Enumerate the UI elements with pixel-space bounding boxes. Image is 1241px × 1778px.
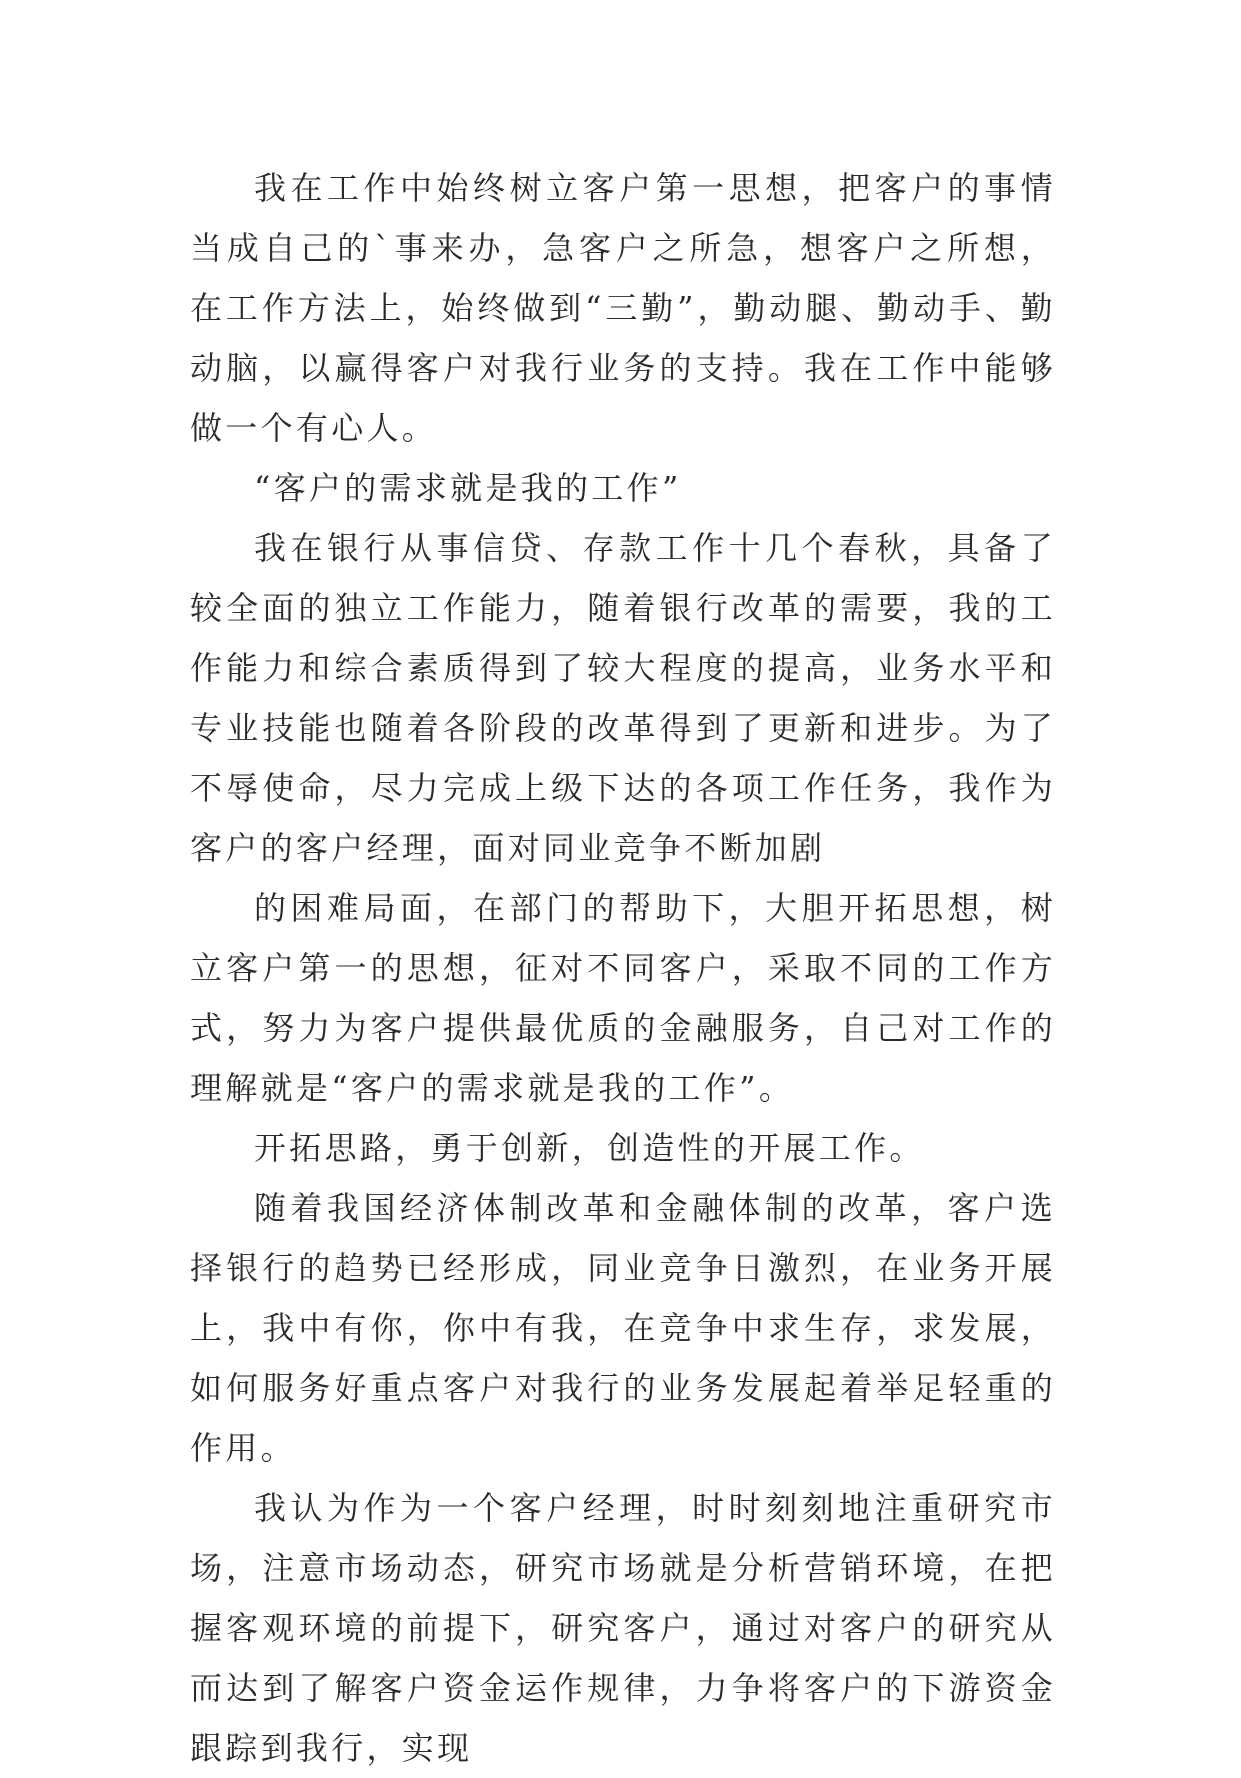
paragraph-work-experience: 我在银行从事信贷、存款工作十几个春秋，具备了较全面的独立工作能力，随着银行改革的需要，我的工作能力和综合素质得到了较大程度的提高，业务水平和专业技能也随着各阶段的改革得到了更新和进步。为了不辱使命，尽力完成上级下达的各项工作任务，我作为客户的客户经理，面对同业竞争不断加剧	[190, 529, 1056, 867]
paragraph-market-research: 我认为作为一个客户经理，时时刻刻地注重研究市场，注意市场动态，研究市场就是分析营销环境，在把握客观环境的前提下，研究客户，通过对客户的研究从而达到了解客户资金运作规律，力争将客户的下游资金跟踪到我行，实现	[190, 1489, 1056, 1767]
paragraph-competition: 随着我国经济体制改革和金融体制的改革，客户选择银行的趋势已经形成，同业竞争日激烈，在业务开展上，我中有你，你中有我，在竞争中求生存，求发展，如何服务好重点客户对我行的业务发展起着举足轻重的作用。	[190, 1189, 1056, 1467]
paragraph-customer-first: 我在工作中始终树立客户第一思想，把客户的事情当成自己的`事来办，急客户之所急，想客户之所想，在工作方法上，始终做到“三勤”，勤动腿、勤动手、勤动脑，以赢得客户对我行业务的支持。我在工作中能够做一个有心人。	[190, 169, 1056, 447]
paragraph-difficult-situation: 的困难局面，在部门的帮助下，大胆开拓思想，树立客户第一的思想，征对不同客户，采取不同的工作方式，努力为客户提供最优质的金融服务，自己对工作的理解就是“客户的需求就是我的工作”。	[190, 889, 1056, 1107]
section-heading-innovation: 开拓思路，勇于创新，创造性的开展工作。	[254, 1129, 925, 1167]
document-body	[190, 158, 1056, 1778]
section-heading-customer-needs: “客户的需求就是我的工作”	[254, 469, 682, 507]
